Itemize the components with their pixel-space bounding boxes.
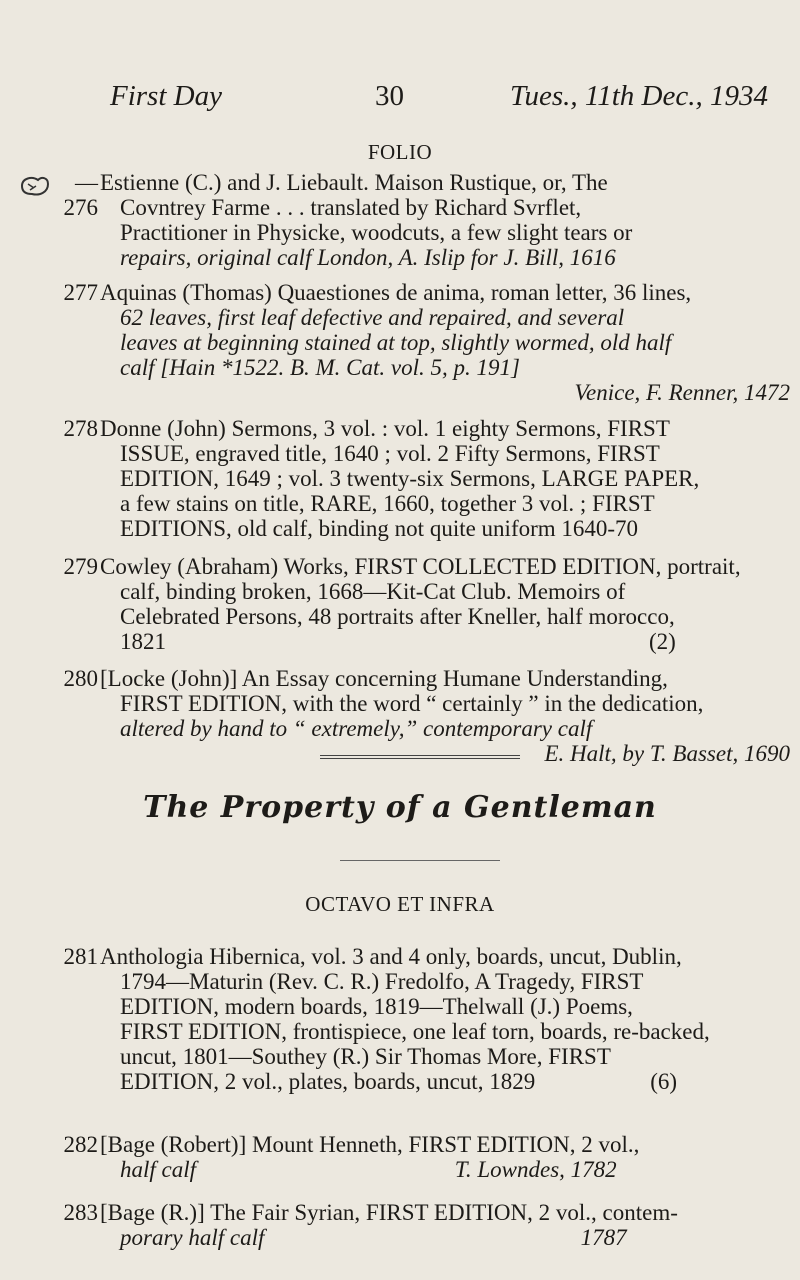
entry-line: FIRST EDITION, frontispiece, one leaf torn, boards, re-backed, bbox=[120, 1019, 710, 1044]
entry-line: Anthologia Hibernica, vol. 3 and 4 only, boards, uncut, Dublin, bbox=[100, 944, 682, 969]
lot-number: 277 bbox=[63, 280, 98, 305]
lot-number: 279 bbox=[63, 554, 98, 579]
divider-rule bbox=[320, 755, 520, 756]
lot-number: —276 bbox=[63, 170, 98, 220]
entry-line: altered by hand to “ extremely,” contemporary calf bbox=[120, 716, 593, 741]
entry-line: uncut, 1801—Southey (R.) Sir Thomas More, FIRST bbox=[120, 1044, 611, 1069]
entry-line: Practitioner in Physicke, woodcuts, a few slight tears or bbox=[120, 220, 633, 245]
entry-line: Cowley (Abraham) Works, FIRST COLLECTED EDITION, portrait, bbox=[100, 554, 741, 579]
entry-line: FIRST EDITION, with the word “ certainly ” in the dedication, bbox=[120, 691, 704, 716]
divider-rule bbox=[320, 758, 520, 759]
entry-line: [Locke (John)] An Essay concerning Humane Understanding, bbox=[100, 666, 668, 691]
entry-line: calf, binding broken, 1668—Kit-Cat Club. Memoirs of bbox=[120, 579, 626, 604]
entry-imprint: Venice, F. Renner, 1472 bbox=[574, 380, 790, 405]
entry-line: ISSUE, engraved title, 1640 ; vol. 2 Fifty Sermons, FIRST bbox=[120, 441, 660, 466]
lot-number: 282 bbox=[63, 1132, 98, 1157]
entry-line: leaves at beginning stained at top, slightly wormed, old half bbox=[120, 330, 672, 355]
lot-entry-277 bbox=[63, 280, 790, 405]
lot-entry-281 bbox=[63, 944, 790, 1094]
entry-line: Donne (John) Sermons, 3 vol. : vol. 1 eighty Sermons, FIRST bbox=[100, 416, 670, 441]
entry-line: EDITION, 1649 ; vol. 3 twenty-six Sermons, LARGE PAPER, bbox=[120, 466, 700, 491]
entry-imprint: E. Halt, by T. Basset, 1690 bbox=[544, 741, 790, 766]
section-ornament-title: The Property of a Gentleman bbox=[143, 790, 657, 825]
entry-line: 1821 (2) bbox=[120, 629, 676, 654]
section-title-octavo: OCTAVO ET INFRA bbox=[305, 892, 495, 916]
entry-line: 62 leaves, first leaf defective and repaired, and several bbox=[120, 305, 625, 330]
lot-number: 283 bbox=[63, 1200, 98, 1225]
header-date: Tues., 11th Dec., 1934 bbox=[509, 80, 768, 112]
entry-line: EDITIONS, old calf, binding not quite uniform 1640-70 bbox=[120, 516, 639, 541]
lot-entry-276 bbox=[63, 170, 790, 270]
lot-entry-279 bbox=[63, 554, 790, 654]
section-title-folio: FOLIO bbox=[367, 140, 433, 164]
page-header bbox=[110, 80, 768, 120]
lot-number: 280 bbox=[63, 666, 98, 691]
entry-line: [Bage (Robert)] Mount Henneth, FIRST EDITION, 2 vol., bbox=[100, 1132, 640, 1157]
entry-line: 1794—Maturin (Rev. C. R.) Fredolfo, A Tragedy, FIRST bbox=[120, 969, 644, 994]
lot-number: 281 bbox=[63, 944, 98, 969]
entry-line: a few stains on title, RARE, 1660, together 3 vol. ; FIRST bbox=[120, 491, 655, 516]
entry-line: Estienne (C.) and J. Liebault. Maison Rustique, or, The bbox=[100, 170, 608, 195]
divider-rule bbox=[340, 860, 500, 861]
lot-entry-280 bbox=[63, 666, 790, 766]
entry-line: Aquinas (Thomas) Quaestiones de anima, roman letter, 36 lines, bbox=[100, 280, 692, 305]
lot-number: 278 bbox=[63, 416, 98, 441]
entry-line: half calf T. Lowndes, 1782 bbox=[120, 1157, 617, 1182]
entry-line: EDITION, modern boards, 1819—Thelwall (J.) Poems, bbox=[120, 994, 633, 1019]
entry-line: Covntrey Farme . . . translated by Richard Svrflet, bbox=[120, 195, 582, 220]
entry-line: porary half calf 1787 bbox=[120, 1225, 627, 1250]
lot-entry-282 bbox=[63, 1132, 790, 1182]
header-day: First Day bbox=[110, 80, 222, 112]
entry-line: [Bage (R.)] The Fair Syrian, FIRST EDITION, 2 vol., contem- bbox=[100, 1200, 678, 1225]
lot-entry-278 bbox=[63, 416, 790, 541]
entry-line: Celebrated Persons, 48 portraits after Kneller, half morocco, bbox=[120, 604, 675, 629]
page-number: 30 bbox=[375, 80, 404, 112]
entry-line: repairs, original calf London, A. Islip for J. Bill, 1616 bbox=[120, 245, 616, 270]
entry-line: EDITION, 2 vol., plates, boards, uncut, 1829 (6) bbox=[120, 1069, 678, 1094]
entry-line: calf [Hain *1522. B. M. Cat. vol. 5, p. 191] bbox=[120, 355, 520, 380]
lot-entry-283 bbox=[63, 1200, 790, 1250]
